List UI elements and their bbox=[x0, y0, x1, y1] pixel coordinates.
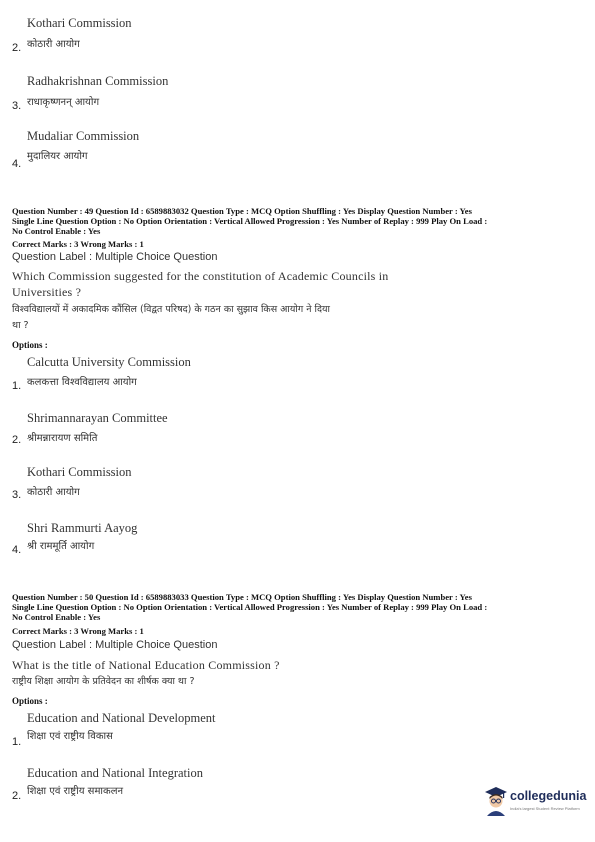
option-number: 2. bbox=[12, 42, 22, 54]
list-item bbox=[12, 710, 452, 750]
list-item bbox=[12, 14, 452, 54]
option-text-hi: कोठारी आयोग bbox=[27, 487, 80, 498]
option-text-hi: राधाकृष्णनन् आयोग bbox=[27, 97, 100, 108]
option-text-en: Education and National Integration bbox=[27, 766, 203, 780]
option-text-hi: मुदालियर आयोग bbox=[27, 151, 88, 162]
brand-tagline: India's largest Student Review Platform bbox=[510, 806, 580, 811]
option-text-en: Shrimannarayan Committee bbox=[27, 411, 168, 425]
option-text-hi: शिक्षा एवं राष्ट्रीय विकास bbox=[27, 731, 113, 742]
question-text: Which Commission suggested for the constitution of Academic Councils in Universities ? bbox=[12, 269, 389, 299]
option-text-en: Radhakrishnan Commission bbox=[27, 74, 169, 88]
question-metadata: Question Number : 49 Question Id : 6589883032 Question Type : MCQ Option Shuffling : Yes Display Question Number : Yes Single Line Question Option : No Option Orientation : Vertical Allowed Progression : Yes Number of Replay : 999 Play On Load : No Control Enable : Yes bbox=[12, 206, 488, 236]
option-number: 1. bbox=[12, 736, 22, 748]
option-text-en: Shri Rammurti Aayog bbox=[27, 521, 138, 535]
marks-info: Correct Marks : 3 Wrong Marks : 1 bbox=[12, 239, 144, 249]
question-text-hindi: विश्वविद्यालयों में अकादमिक कौंसिल (विद्वत परिषद) के गठन का सुझाव किस आयोग ने दिया था ? bbox=[12, 304, 330, 331]
option-text-en: Calcutta University Commission bbox=[27, 355, 191, 369]
option-number: 4. bbox=[12, 158, 22, 170]
option-text-hi: श्रीमन्नारायण समिति bbox=[27, 433, 98, 444]
option-text-en: Kothari Commission bbox=[27, 465, 132, 479]
marks-info: Correct Marks : 3 Wrong Marks : 1 bbox=[12, 626, 144, 636]
option-text-en: Kothari Commission bbox=[27, 16, 132, 30]
list-item bbox=[12, 766, 452, 806]
list-item bbox=[12, 464, 452, 504]
list-item bbox=[12, 128, 452, 168]
option-number: 2. bbox=[12, 790, 22, 802]
options-label: Options : bbox=[12, 696, 48, 706]
list-item bbox=[12, 72, 452, 112]
question-text-hindi: राष्ट्रीय शिक्षा आयोग के प्रतिवेदन का शीर्षक क्या था ? bbox=[12, 676, 195, 687]
option-number: 4. bbox=[12, 544, 22, 556]
list-item bbox=[12, 354, 452, 394]
collegedunia-logo bbox=[484, 786, 587, 826]
list-item bbox=[12, 410, 452, 450]
question-text: What is the title of National Education Commission ? bbox=[12, 658, 280, 672]
option-number: 3. bbox=[12, 100, 22, 112]
option-text-hi: शिक्षा एवं राष्ट्रीय समाकलन bbox=[27, 786, 124, 797]
list-item bbox=[12, 520, 452, 560]
options-label: Options : bbox=[12, 340, 48, 350]
option-text-hi: कलकत्ता विश्वविद्यालय आयोग bbox=[27, 377, 137, 388]
option-text-hi: कोठारी आयोग bbox=[27, 39, 80, 50]
option-number: 2. bbox=[12, 434, 22, 446]
question-label: Question Label : Multiple Choice Question bbox=[12, 639, 218, 651]
brand-name: collegedunia bbox=[510, 789, 587, 803]
option-number: 1. bbox=[12, 380, 22, 392]
option-number: 3. bbox=[12, 489, 22, 501]
option-text-hi: श्री राममूर्ति आयोग bbox=[27, 541, 95, 552]
question-label: Question Label : Multiple Choice Question bbox=[12, 251, 218, 263]
question-metadata: Question Number : 50 Question Id : 6589883033 Question Type : MCQ Option Shuffling : Yes Display Question Number : Yes Single Line Question Option : No Option Orientation : Vertical Allowed Progression : Yes Number of Replay : 999 Play On Load : No Control Enable : Yes bbox=[12, 592, 488, 622]
option-text-en: Education and National Development bbox=[27, 711, 216, 725]
option-text-en: Mudaliar Commission bbox=[27, 129, 140, 143]
